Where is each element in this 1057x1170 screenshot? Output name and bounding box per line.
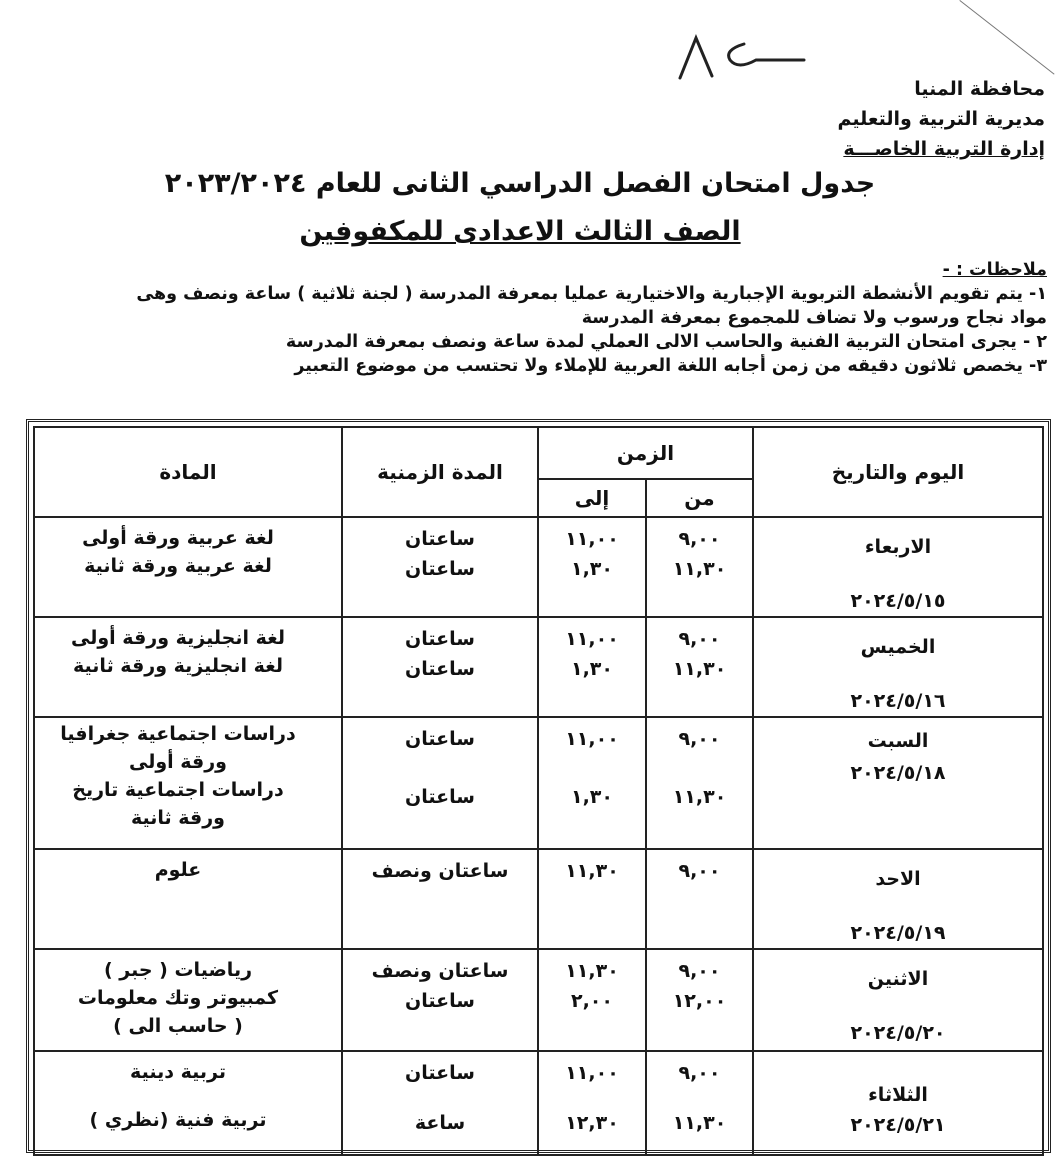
from-cell — [646, 717, 753, 849]
duration-cell — [342, 717, 538, 849]
subject-name: ( حاسب الى ) — [113, 1015, 243, 1037]
subject-name: ورقة أولى — [128, 751, 227, 773]
duration-value: ساعتان — [405, 786, 475, 808]
table-row — [34, 849, 1043, 949]
day-name: الثلاثاء — [868, 1084, 928, 1106]
duration-value: ساعتان — [405, 628, 475, 650]
to-cell — [538, 1051, 646, 1155]
from-time: ٩,٠٠ — [678, 728, 721, 750]
table-row — [34, 1051, 1043, 1155]
exam-date: ٢٠٢٤/٥/٢٠ — [850, 1022, 946, 1044]
duration-cell — [342, 849, 538, 949]
exam-schedule-table — [33, 426, 1044, 1156]
administration-name: إدارة التربية الخاصـــة — [843, 138, 1045, 160]
from-cell — [646, 617, 753, 717]
from-time: ٩,٠٠ — [678, 1062, 721, 1084]
from-time: ١١,٣٠ — [672, 558, 727, 580]
from-time: ٩,٠٠ — [678, 528, 721, 550]
duration-value: ساعتان — [405, 1062, 475, 1084]
directorate-name: مديرية التربية والتعليم — [837, 108, 1045, 130]
subject-name: لغة عربية ورقة أولى — [82, 527, 274, 549]
duration-value: ساعتان — [405, 558, 475, 580]
duration-value: ساعتان — [405, 728, 475, 750]
to-time: ١١,٠٠ — [565, 1062, 619, 1084]
subject-name: علوم — [154, 859, 202, 881]
table-row — [34, 517, 1043, 617]
day-name: السبت — [867, 730, 929, 752]
table-row — [34, 717, 1043, 849]
from-cell — [646, 949, 753, 1051]
from-time: ١١,٣٠ — [672, 658, 727, 680]
to-time: ٢,٠٠ — [570, 990, 613, 1012]
duration-value: ساعتان — [405, 658, 475, 680]
subject-name: تربية فنية (نظري ) — [89, 1109, 267, 1131]
issuing-authority — [815, 74, 1045, 164]
to-cell — [538, 849, 646, 949]
note-1-continued: مواد نجاح ورسوب ولا تضاف للمجموع بمعرفة المدرسة — [581, 308, 1047, 328]
header-duration: المدة الزمنية — [342, 427, 538, 517]
day-name: الاحد — [875, 868, 921, 890]
to-cell — [538, 617, 646, 717]
from-cell — [646, 517, 753, 617]
to-time: ١٢,٣٠ — [565, 1112, 619, 1134]
subject-name: دراسات اجتماعية جغرافيا — [60, 723, 296, 745]
duration-value: ساعة — [414, 1112, 466, 1134]
day-date-cell — [753, 949, 1043, 1051]
exam-date: ٢٠٢٤/٥/١٥ — [850, 590, 946, 612]
duration-value: ساعتان ونصف — [371, 960, 509, 982]
subject-name: ورقة ثانية — [130, 807, 225, 829]
notes-section — [8, 258, 1047, 378]
duration-cell — [342, 949, 538, 1051]
subject-cell — [34, 1051, 342, 1155]
to-time: ١,٣٠ — [570, 786, 613, 808]
subject-cell — [34, 717, 342, 849]
note-2: ٢ - يجرى امتحان التربية الفنية والحاسب الالى العملي لمدة ساعة ونصف بمعرفة المدرسة — [285, 332, 1047, 352]
notes-heading: ملاحظات : - — [942, 260, 1047, 280]
to-time: ١١,٠٠ — [565, 728, 619, 750]
to-time: ١,٣٠ — [570, 658, 613, 680]
duration-cell — [342, 617, 538, 717]
header-subject: المادة — [34, 427, 342, 517]
day-date-cell — [753, 617, 1043, 717]
day-name: الاربعاء — [864, 536, 932, 558]
to-time: ١١,٣٠ — [565, 960, 619, 982]
from-cell — [646, 849, 753, 949]
to-time: ١,٣٠ — [570, 558, 613, 580]
header-day-date: اليوم والتاريخ — [753, 427, 1043, 517]
from-time: ١١,٣٠ — [672, 786, 727, 808]
subject-name: لغة انجليزية ورقة ثانية — [73, 655, 283, 677]
to-time: ١١,٠٠ — [565, 528, 619, 550]
from-time: ١١,٣٠ — [672, 1112, 727, 1134]
subject-cell — [34, 617, 342, 717]
subject-cell — [34, 517, 342, 617]
duration-value: ساعتان ونصف — [371, 860, 509, 882]
to-cell — [538, 717, 646, 849]
note-1: ١- يتم تقويم الأنشطة التربوية الإجبارية والاختيارية عمليا بمعرفة المدرسة ( لجنة ثلاثية ) ساعة ونصف وهى — [136, 284, 1047, 304]
to-cell — [538, 949, 646, 1051]
to-time: ١١,٣٠ — [565, 860, 619, 882]
exam-date: ٢٠٢٤/٥/٢١ — [850, 1114, 946, 1136]
page-title: جدول امتحان الفصل الدراسي الثانى للعام ٢٠٢٣/٢٠٢٤ — [164, 168, 876, 199]
exam-date: ٢٠٢٤/٥/١٨ — [850, 762, 946, 784]
note-3: ٣- يخصص ثلاثون دقيقه من زمن أجابه اللغة العربية للإملاء ولا تحتسب من موضوع التعبير — [294, 356, 1047, 376]
subject-name: دراسات اجتماعية تاريخ — [72, 779, 284, 801]
handwritten-page-number — [672, 30, 812, 82]
from-time: ٩,٠٠ — [678, 860, 721, 882]
to-time: ١١,٠٠ — [565, 628, 619, 650]
exam-date: ٢٠٢٤/٥/١٦ — [850, 690, 946, 712]
duration-value: ساعتان — [405, 990, 475, 1012]
exam-schedule-frame — [26, 419, 1051, 1153]
header-from: من — [646, 479, 753, 517]
duration-cell — [342, 1051, 538, 1155]
day-date-cell — [753, 1051, 1043, 1155]
from-cell — [646, 1051, 753, 1155]
exam-date: ٢٠٢٤/٥/١٩ — [850, 922, 946, 944]
duration-cell — [342, 517, 538, 617]
day-date-cell — [753, 849, 1043, 949]
day-name: الاثنين — [867, 968, 929, 990]
table-row — [34, 949, 1043, 1051]
from-time: ١٢,٠٠ — [672, 990, 727, 1012]
header-to: إلى — [538, 479, 646, 517]
day-name: الخميس — [860, 636, 936, 658]
page-subtitle: الصف الثالث الاعدادى للمكفوفين — [299, 216, 741, 247]
day-date-cell — [753, 517, 1043, 617]
subject-cell — [34, 949, 342, 1051]
subject-name: لغة انجليزية ورقة أولى — [71, 627, 285, 649]
from-time: ٩,٠٠ — [678, 960, 721, 982]
duration-value: ساعتان — [405, 528, 475, 550]
from-time: ٩,٠٠ — [678, 628, 721, 650]
governorate-name: محافظة المنيا — [914, 78, 1045, 100]
subject-name: رياضيات ( جبر ) — [103, 959, 253, 981]
header-time: الزمن — [538, 427, 753, 479]
subject-name: تربية دينية — [130, 1061, 226, 1083]
to-cell — [538, 517, 646, 617]
day-date-cell — [753, 717, 1043, 849]
table-row — [34, 617, 1043, 717]
subject-name: لغة عربية ورقة ثانية — [84, 555, 272, 577]
subject-name: كمبيوتر وتك معلومات — [77, 987, 279, 1009]
subject-cell — [34, 849, 342, 949]
